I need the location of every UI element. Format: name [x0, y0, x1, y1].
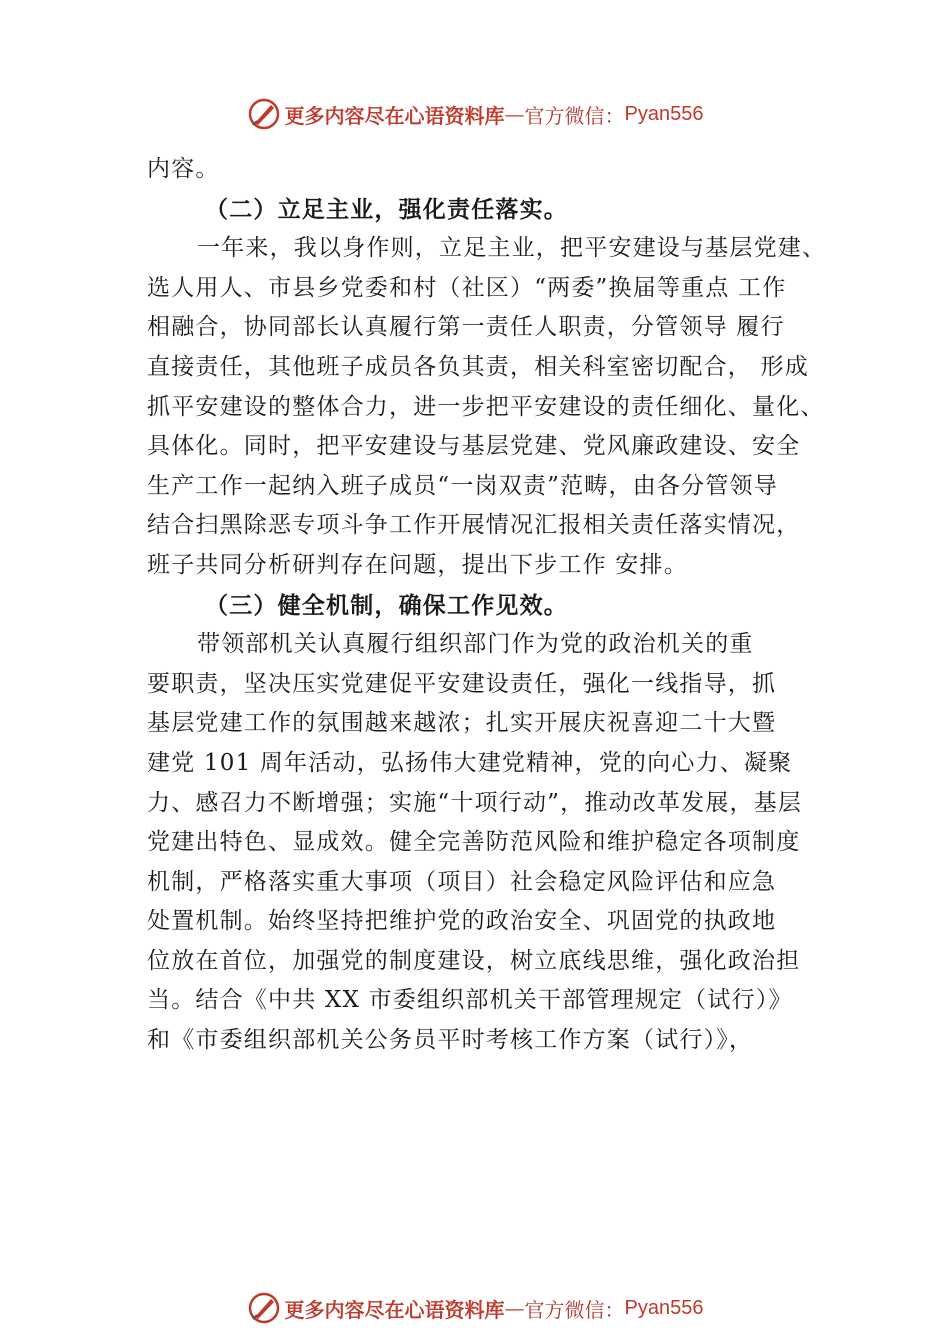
body-line: 力、感召力不断增强；实施“十项行动”，推动改革发展，基层 — [147, 789, 803, 816]
banner-wechat-id: Pyan556 — [624, 1296, 704, 1319]
body-line: 班子共同分析研判存在问题，提出下步工作 安排。 — [147, 551, 688, 578]
body-line: 内容。 — [147, 156, 220, 182]
header-banner — [0, 94, 950, 134]
body-line: 党建出特色、显成效。健全完善防范风险和维护稳定各项制度 — [147, 829, 801, 856]
document-body — [147, 150, 837, 1061]
body-line: 要职责，坚决压实党建促平安建设责任，强化一线指导，抓 — [147, 670, 777, 697]
banner-official: 官方微信： — [524, 103, 625, 128]
banner-official: 官方微信： — [524, 1297, 625, 1322]
banner-wechat-id: Pyan556 — [624, 102, 704, 125]
banner-dash: — — [504, 102, 525, 126]
body-line: 和《市委组织部机关公务员平时考核工作方案（试行）》， — [147, 1027, 754, 1054]
section-heading: （二）立足主业，强化责任落实。 — [205, 195, 568, 223]
body-line: 结合扫黑除恶专项斗争工作开展情况汇报相关责任落实情况， — [147, 512, 801, 539]
body-line: 一年来，我以身作则，立足主业，把平安建设与基层党建、 — [197, 235, 827, 262]
quill-logo-icon — [247, 1291, 281, 1325]
banner-title: 更多内容尽在心语资料库 — [284, 103, 505, 128]
body-line: 处置机制。始终坚持把维护党的政治安全、巩固党的执政地 — [147, 908, 777, 935]
body-line: 位放在首位，加强党的制度建设，树立底线思维，强化政治担 — [147, 947, 801, 974]
section-heading: （三）健全机制，确保工作见效。 — [205, 591, 568, 619]
body-line: 抓平安建设的整体合力，进一步把平安建设的责任细化、量化、 — [147, 393, 825, 420]
banner-title: 更多内容尽在心语资料库 — [284, 1297, 505, 1322]
body-line: 机制，严格落实重大事项（项目）社会稳定风险评估和应急 — [147, 868, 777, 895]
banner-dash: — — [504, 1296, 525, 1320]
body-line: 直接责任，其他班子成员各负其责，相关科室密切配合， 形成 — [147, 353, 809, 380]
body-line: 基层党建工作的氛围越来越浓；扎实开展庆祝喜迎二十大暨 — [147, 710, 777, 737]
quill-logo-icon — [247, 97, 281, 131]
body-line: 选人用人、市县乡党委和村（社区）“两委”换届等重点 工作 — [147, 274, 787, 301]
body-line: 生产工作一起纳入班子成员“一岗双责”范畴，由各分管领导 — [147, 472, 778, 499]
body-line: 具体化。同时，把平安建设与基层党建、党风廉政建设、安全 — [147, 433, 801, 460]
body-line: 带领部机关认真履行组织部门作为党的政治机关的重 — [197, 631, 754, 658]
footer-banner — [0, 1288, 950, 1328]
body-line: 相融合，协同部长认真履行第一责任人职责，分管领导 履行 — [147, 314, 785, 341]
body-line: 建党 101 周年活动，弘扬伟大建党精神，党的向心力、凝聚 — [147, 749, 793, 776]
body-line: 当。结合《中共 XX 市委组织部机关干部管理规定（试行）》 — [147, 987, 793, 1014]
